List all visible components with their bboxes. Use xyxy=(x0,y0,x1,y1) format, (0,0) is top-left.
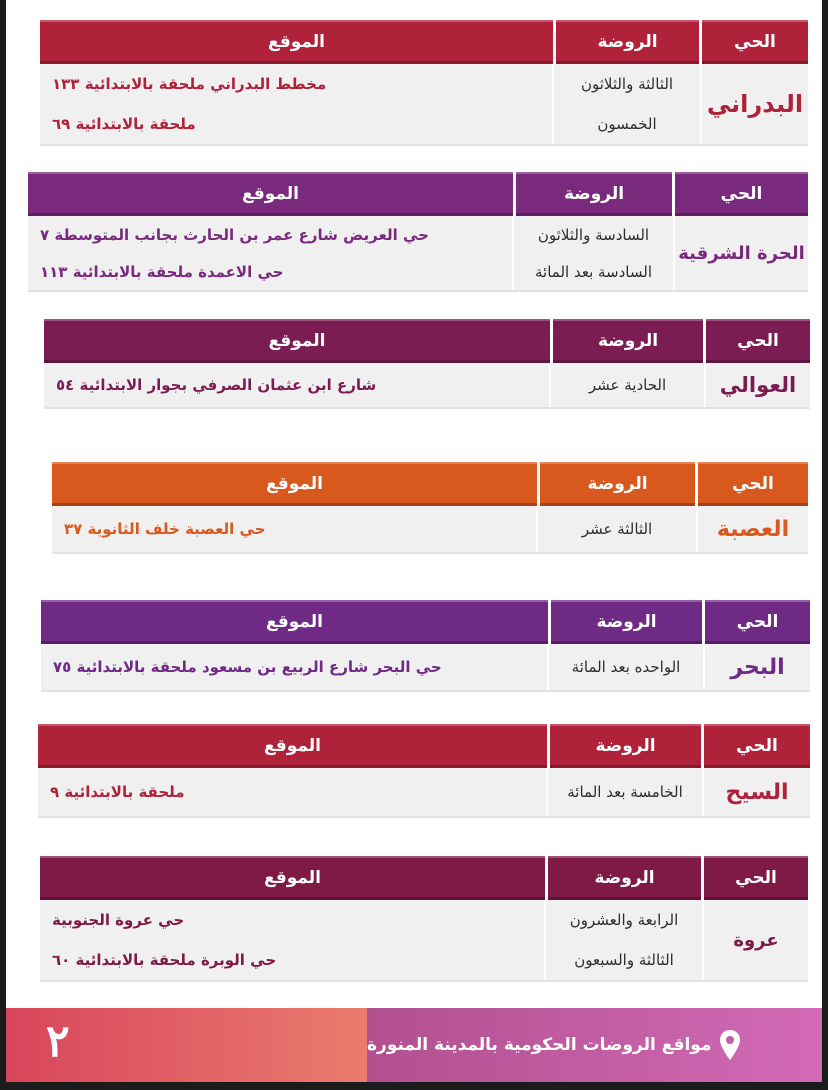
location-cell: ملحقة بالابتدائية ٦٩ xyxy=(52,115,196,133)
header-location: الموقع xyxy=(41,600,548,644)
table-header xyxy=(38,724,810,768)
location-cell: حي البحر شارع الربيع بن مسعود ملحقة بالابتدائية ٧٥ xyxy=(53,658,442,676)
kindergarten-cell: الخمسون xyxy=(552,104,700,144)
kindergarten-cell: الثالثة والسبعون xyxy=(544,940,702,980)
kindergarten-cell: الرابعة والعشرون xyxy=(544,900,702,940)
page xyxy=(6,0,822,1082)
kindergarten-cell: الثالثة والثلاثون xyxy=(552,64,700,104)
location-pin-icon xyxy=(719,1029,741,1061)
header-location: الموقع xyxy=(44,319,550,363)
district-name: الحرة الشرقية xyxy=(673,216,808,290)
table-body xyxy=(40,900,808,982)
section-urwa xyxy=(40,856,808,982)
header-location: الموقع xyxy=(52,462,537,506)
table-body xyxy=(52,506,808,554)
district-name: السيح xyxy=(702,768,810,816)
table-row xyxy=(40,940,702,980)
table-body xyxy=(44,363,810,409)
footer-page-area xyxy=(6,1008,367,1082)
header-district: الحي xyxy=(705,600,810,644)
section-awali xyxy=(44,319,810,409)
header-district: الحي xyxy=(702,20,808,64)
district-name: العصبة xyxy=(696,506,808,552)
district-name: البحر xyxy=(703,644,810,690)
location-cell: شارع ابن عثمان الصرفي بجوار الابتدائية ٥٤ xyxy=(56,376,377,394)
table-row xyxy=(52,506,696,552)
table-body xyxy=(28,216,808,292)
location-cell: حي الاعمدة ملحقة بالابتدائية ١١٣ xyxy=(40,262,284,281)
footer-bar xyxy=(6,1008,822,1082)
table-row xyxy=(40,900,702,940)
table-header xyxy=(52,462,808,506)
kindergarten-cell: الخامسة بعد المائة xyxy=(546,768,702,816)
header-kindergarten: الروضة xyxy=(550,724,701,768)
header-location: الموقع xyxy=(28,172,513,216)
section-badrani xyxy=(40,20,808,146)
header-kindergarten: الروضة xyxy=(556,20,699,64)
table-row xyxy=(40,104,700,144)
location-cell: حي عروة الجنوبية xyxy=(52,911,185,929)
page-number: ٢ xyxy=(46,1016,70,1067)
table-body xyxy=(40,64,808,146)
table-header xyxy=(41,600,810,644)
district-name: البدراني xyxy=(700,64,808,144)
footer-title: مواقع الروضات الحكومية بالمدينة المنورة xyxy=(367,1035,712,1055)
table-row xyxy=(28,253,673,290)
table-header xyxy=(40,856,808,900)
table-row xyxy=(38,768,702,816)
header-district: الحي xyxy=(698,462,808,506)
district-name: عروة xyxy=(702,900,808,980)
table-header xyxy=(28,172,808,216)
header-district: الحي xyxy=(704,856,808,900)
table-row xyxy=(41,644,703,690)
header-location: الموقع xyxy=(40,856,545,900)
header-kindergarten: الروضة xyxy=(551,600,702,644)
kindergarten-cell: الثالثة عشر xyxy=(536,506,696,552)
table-row xyxy=(28,216,673,253)
table-header xyxy=(40,20,808,64)
location-cell: حي العريض شارع عمر بن الحارث بجانب المتوسطة ٧ xyxy=(40,225,429,244)
header-kindergarten: الروضة xyxy=(553,319,703,363)
table-header xyxy=(44,319,810,363)
table-row xyxy=(44,363,704,407)
header-district: الحي xyxy=(675,172,808,216)
section-usba xyxy=(52,462,808,554)
kindergarten-cell: السادسة بعد المائة xyxy=(512,253,673,290)
section-harra-sharqiya xyxy=(28,172,808,292)
table-body xyxy=(41,644,810,692)
location-cell: حي العصبة خلف الثانوية ٣٧ xyxy=(64,520,266,538)
kindergarten-cell: السادسة والثلاثون xyxy=(512,216,673,253)
location-cell: ملحقة بالابتدائية ٩ xyxy=(50,783,185,801)
location-cell: حي الوبرة ملحقة بالابتدائية ٦٠ xyxy=(52,951,277,969)
district-name: العوالي xyxy=(704,363,810,407)
table-body xyxy=(38,768,810,818)
table-row xyxy=(40,64,700,104)
header-kindergarten: الروضة xyxy=(548,856,701,900)
header-kindergarten: الروضة xyxy=(516,172,672,216)
header-district: الحي xyxy=(706,319,810,363)
section-sayh xyxy=(38,724,810,818)
header-kindergarten: الروضة xyxy=(540,462,695,506)
header-location: الموقع xyxy=(38,724,547,768)
section-bahr xyxy=(41,600,810,692)
footer-title-area xyxy=(367,1008,822,1082)
header-district: الحي xyxy=(704,724,810,768)
header-location: الموقع xyxy=(40,20,553,64)
kindergarten-cell: الحادية عشر xyxy=(549,363,704,407)
location-cell: مخطط البدراني ملحقة بالابتدائية ١٣٣ xyxy=(52,75,327,93)
kindergarten-cell: الواحده بعد المائة xyxy=(547,644,703,690)
